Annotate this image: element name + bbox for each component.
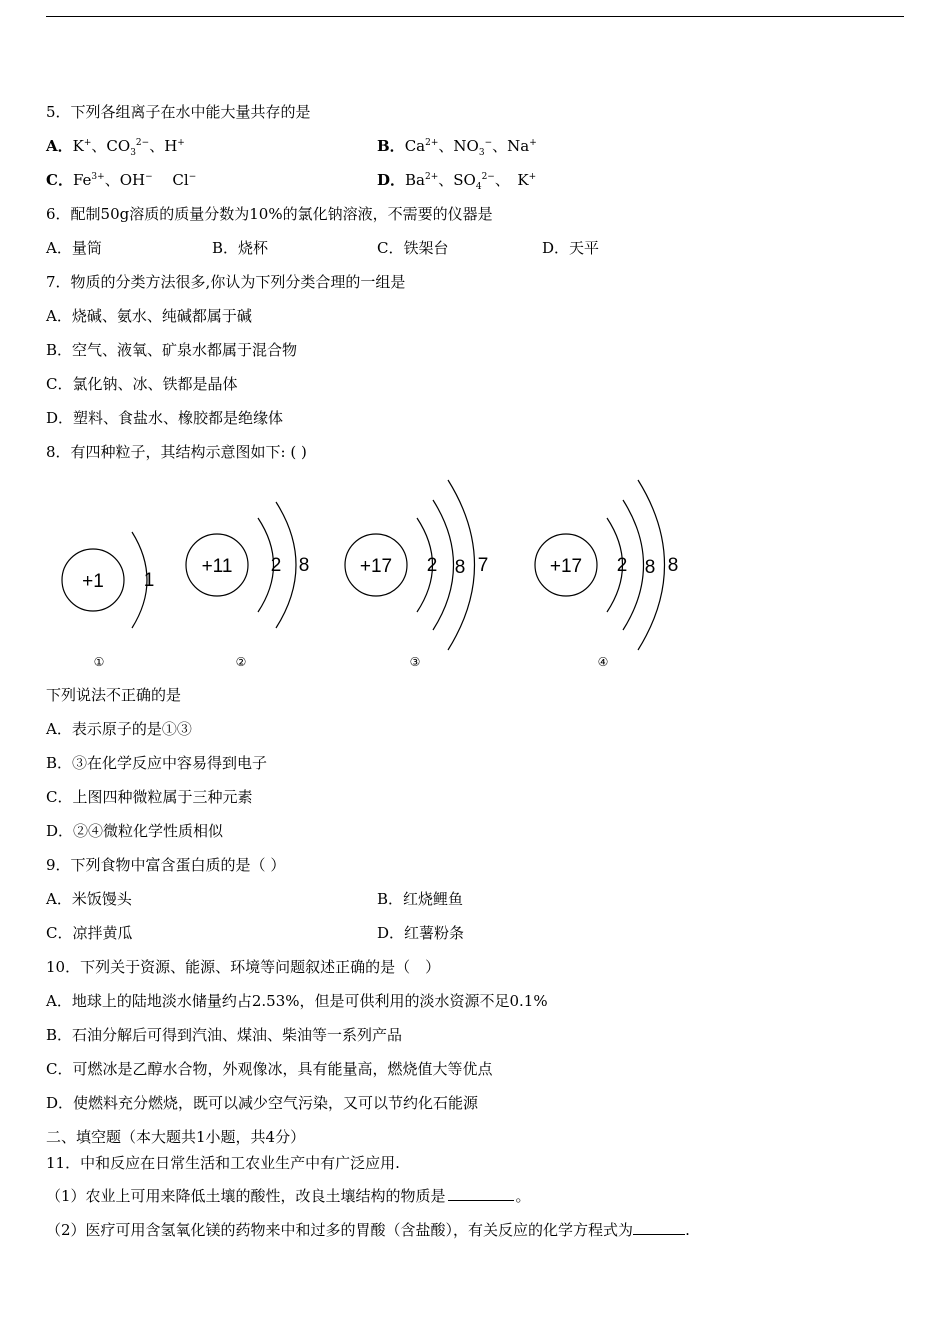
shell-electron-count: 8 [644, 557, 656, 578]
q5-row-cd [46, 170, 904, 190]
q5-option-c: C．$Fe^{3+}$、OH− Cl− [46, 171, 197, 189]
q8-option-b: B．③在化学反应中容易得到电子 [46, 754, 268, 772]
q7-option-c: C．氯化钠、冰、铁都是晶体 [46, 375, 238, 393]
q8-option-c: C．上图四种微粒属于三种元素 [46, 788, 253, 806]
q5-option-d: D．$Ba^{2+}$、$SO_4^{2-}$、 K+ [377, 171, 537, 192]
particle-tag: ④ [597, 655, 609, 669]
q9-stem: 9．下列食物中富含蛋白质的是（ ） [46, 856, 286, 874]
section-heading: 二、填空题（本大题共1小题，共4分） [46, 1128, 306, 1146]
q9-option-a: A．米饭馒头 [46, 890, 132, 908]
particle-tag: ② [235, 655, 247, 669]
answer-blank[interactable] [448, 1186, 514, 1201]
nucleus-label: +17 [549, 556, 583, 577]
shell-electron-count: 8 [298, 555, 310, 576]
q9-option-d: D．红薯粉条 [377, 924, 465, 942]
q8-stem: 8．有四种粒子，其结构示意图如下: ( ) [46, 443, 307, 461]
q7-stem: 7．物质的分类方法很多,你认为下列分类合理的一组是 [46, 273, 406, 291]
q8-option-d: D．②④微粒化学性质相似 [46, 822, 224, 840]
shell-electron-count: 1 [143, 570, 155, 591]
particle-3 [345, 480, 488, 669]
q6-option-c: C．铁架台 [377, 239, 449, 257]
q8-sub-stem: 下列说法不正确的是 [46, 686, 182, 704]
q9-option-c: C．凉拌黄瓜 [46, 924, 133, 942]
answer-blank[interactable] [633, 1220, 685, 1235]
shell-electron-count: 2 [270, 555, 282, 576]
q8-option-a: A．表示原子的是①③ [46, 720, 192, 738]
q10-option-c: C．可燃冰是乙醇水合物，外观像冰，具有能量高，燃烧值大等优点 [46, 1060, 493, 1078]
q9-option-b: B．红烧鲤鱼 [377, 890, 464, 908]
q10-option-a: A．地球上的陆地淡水储量约占2.53%，但是可供利用的淡水资源不足0.1% [46, 992, 548, 1010]
q7-option-b: B．空气、液氧、矿泉水都属于混合物 [46, 341, 298, 359]
atomic-structure-diagram [46, 470, 746, 680]
header-rule [46, 16, 904, 17]
particle-1 [62, 532, 154, 669]
shell-electron-count: 2 [426, 555, 438, 576]
q5-row-ab [46, 136, 904, 156]
nucleus-label: +1 [82, 571, 104, 592]
q5-option-a: A．K+、$CO_3^{2-}$、H+ [46, 137, 185, 158]
q6-stem: 6．配制50g溶质的质量分数为10%的氯化钠溶液，不需要的仪器是 [46, 205, 493, 223]
q6-option-d: D．天平 [542, 239, 600, 257]
q11-part2: （2）医疗可用含氢氧化镁的药物来中和过多的胃酸（含盐酸），有关反应的化学方程式为 . [46, 1221, 690, 1239]
q9-row-cd [46, 923, 904, 943]
q7-option-d: D．塑料、食盐水、橡胶都是绝缘体 [46, 409, 284, 427]
q7-option-a: A．烧碱、氨水、纯碱都属于碱 [46, 307, 252, 325]
q11-stem: 11．中和反应在日常生活和工农业生产中有广泛应用. [46, 1154, 400, 1172]
q5-stem: 5．下列各组离子在水中能大量共存的是 [46, 103, 311, 121]
shell-electron-count: 7 [477, 555, 489, 576]
q10-stem: 10．下列关于资源、能源、环境等问题叙述正确的是（ ） [46, 958, 441, 976]
q11-part1: （1）农业上可用来降低土壤的酸性，改良土壤结构的物质是 。 [46, 1187, 531, 1205]
shell-electron-count: 2 [616, 555, 628, 576]
particle-4 [535, 480, 678, 669]
q10-option-b: B．石油分解后可得到汽油、煤油、柴油等一系列产品 [46, 1026, 403, 1044]
particle-tag: ③ [409, 655, 421, 669]
particle-2 [186, 502, 309, 669]
q9-row-ab [46, 889, 904, 909]
particle-tag: ① [93, 655, 105, 669]
q10-option-d: D．使燃料充分燃烧，既可以减少空气污染，又可以节约化石能源 [46, 1094, 479, 1112]
nucleus-label: +17 [359, 556, 393, 577]
q6-option-a: A．量筒 [46, 239, 102, 257]
shell-electron-count: 8 [454, 557, 466, 578]
q5-option-b: B．$Ca^{2+}$、$NO_3^-$、Na+ [377, 137, 537, 158]
shell-electron-count: 8 [667, 555, 679, 576]
nucleus-label: +11 [201, 556, 233, 577]
q6-option-b: B．烧杯 [212, 239, 269, 257]
